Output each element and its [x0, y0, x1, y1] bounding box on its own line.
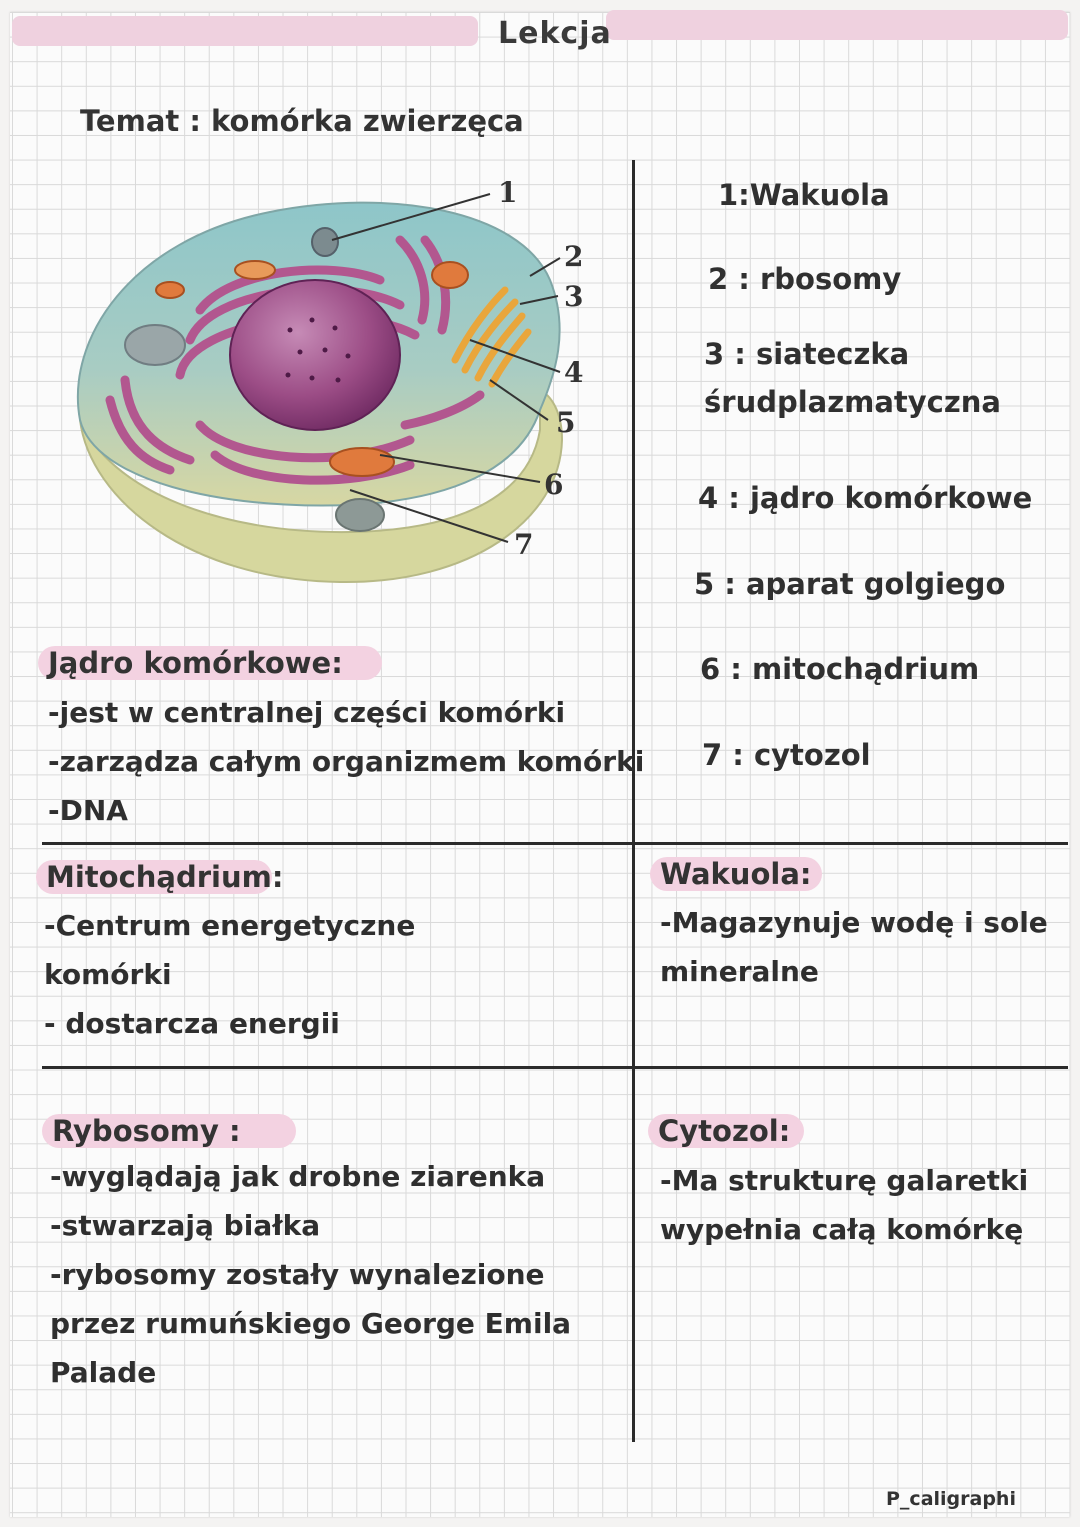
cytosol-heading: Cytozol: [658, 1114, 791, 1148]
header-band-right [606, 10, 1068, 40]
author-signature: P_caligraphi [886, 1488, 1016, 1510]
nucleus-line-2: -zarządza całym organizmem komórki [48, 745, 645, 778]
diagram-label-3: 3 [564, 280, 584, 313]
horizontal-divider-2 [42, 1066, 1068, 1069]
ribosomes-line-3: -rybosomy zostały wynalezione [50, 1258, 545, 1291]
vacuole-line-1: -Magazynuje wodę i sole [660, 906, 1048, 939]
ribosomes-line-2: -stwarzają białka [50, 1209, 321, 1242]
legend-item-1: 1:Wakuola [718, 178, 890, 212]
nucleus-notes [48, 688, 644, 835]
nucleus-heading: Jądro komórkowe: [48, 646, 343, 680]
ribosomes-line-4: przez rumuńskiego George Emila [50, 1307, 572, 1340]
cytosol-notes [660, 1156, 1028, 1254]
diagram-label-6: 6 [544, 468, 564, 501]
diagram-label-1: 1 [498, 176, 518, 209]
cytosol-line-1: -Ma strukturę galaretki [660, 1164, 1029, 1197]
nucleus-line-3: -DNA [48, 794, 128, 827]
mitochondrium-line-1: -Centrum energetyczne [44, 909, 416, 942]
ribosomes-line-1: -wyglądają jak drobne ziarenka [50, 1160, 546, 1193]
legend-item-6: 6 : mitochądrium [700, 652, 980, 686]
ribosomes-heading: Rybosomy : [52, 1114, 241, 1148]
header-band-left [12, 16, 478, 46]
ribosomes-notes [50, 1152, 571, 1397]
legend-item-2: 2 : rbosomy [708, 262, 902, 296]
legend-item-5: 5 : aparat golgiego [694, 567, 1006, 601]
nucleus-line-1: -jest w centralnej części komórki [48, 696, 566, 729]
ribosomes-line-5: Palade [50, 1356, 157, 1389]
vacuole-line-2: mineralne [660, 955, 819, 988]
diagram-label-7: 7 [514, 528, 534, 561]
animal-cell-diagram [50, 170, 610, 590]
mitochondrium-line-3: - dostarcza energii [44, 1007, 340, 1040]
diagram-label-2: 2 [564, 240, 584, 273]
vacuole-heading: Wakuola: [660, 857, 812, 891]
legend-item-3-cont: śrudplazmatyczna [704, 385, 1001, 419]
horizontal-divider-1 [42, 842, 1068, 845]
vacuole-notes [660, 898, 1048, 996]
legend-item-7: 7 : cytozol [702, 738, 871, 772]
cytosol-line-2: wypełnia całą komórkę [660, 1213, 1024, 1246]
diagram-label-4: 4 [564, 356, 584, 389]
diagram-label-5: 5 [556, 406, 576, 439]
topic-title: Temat : komórka zwierzęca [80, 104, 524, 138]
lesson-title: Lekcja [498, 16, 612, 51]
mitochondrium-line-2: komórki [44, 958, 172, 991]
mitochondrium-notes [44, 901, 415, 1048]
legend-item-4: 4 : jądro komórkowe [698, 481, 1033, 515]
mitochondrium-heading: Mitochądrium: [46, 860, 284, 894]
legend-item-3: 3 : siateczka [704, 337, 910, 371]
